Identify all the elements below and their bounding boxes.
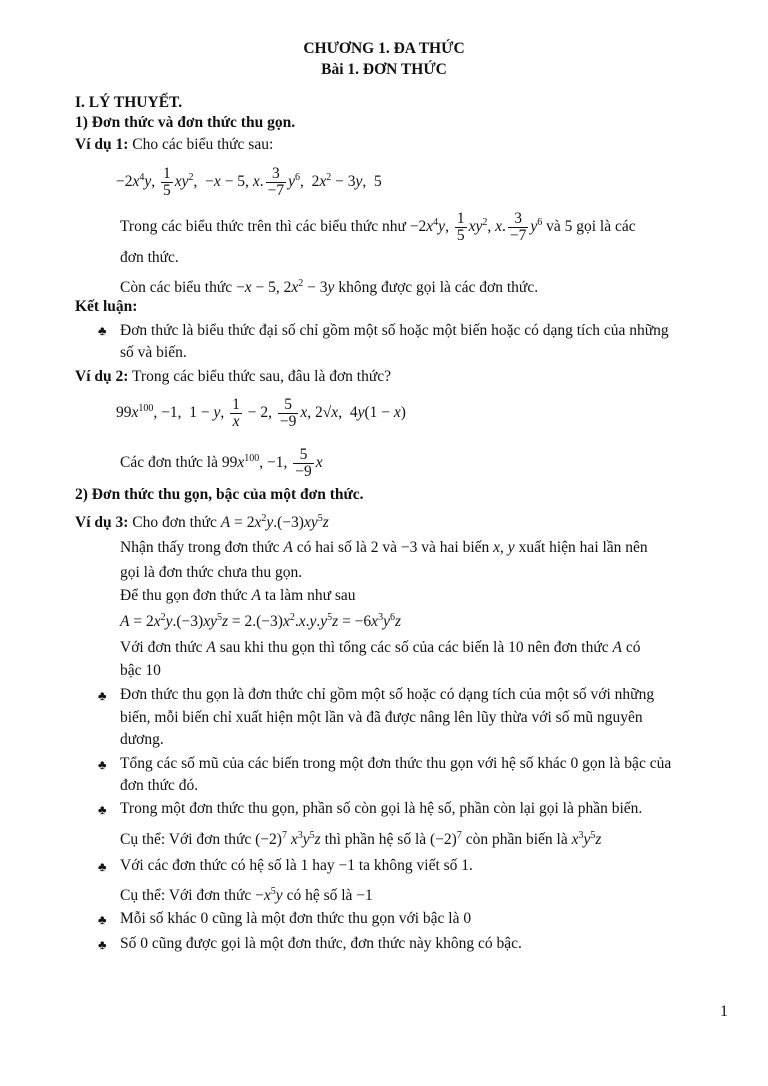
club-bullet-icon: ♣ [98, 859, 107, 874]
conclusion-label: Kết luận: [75, 298, 138, 315]
example-1-para-1: Trong các biểu thức trên thì các biểu thức như $-2x^4y$, $\frac{1}{5}$ $xy^2$, x. $\frac{3}{-7}$ $y^6$ và 5 gọi là các [120, 210, 636, 245]
club-bullet-icon: ♣ [98, 937, 107, 952]
bullet-2b: biến, mỗi biến chỉ xuất hiện một lần và đã được nâng lên lũy thừa với số mũ nguyên [120, 709, 643, 726]
bullet-7: Số 0 cũng được gọi là một đơn thức, đơn thức này không có bậc. [120, 935, 522, 952]
bullet-4a: Trong một đơn thức thu gọn, phần số còn gọi là hệ số, phần còn lại gọi là phần biến. [120, 800, 643, 817]
example-1-expressions: $-2x^4y$, $\frac{1}{5}$ $xy^2$, −x − 5, x. $\frac{3}{-7}$ $y^6$, $2x^2 - 3y$, 5 [116, 165, 382, 200]
bullet-3b: đơn thức đó. [120, 777, 199, 794]
ex3-para-2: gọi là đơn thức chưa thu gọn. [120, 564, 303, 581]
section-heading: I. LÝ THUYẾT. [75, 94, 183, 111]
club-bullet-icon: ♣ [98, 323, 107, 338]
bullet-2c: dương. [120, 731, 164, 748]
lesson-title: Bài 1. ĐƠN THỨC [321, 61, 447, 78]
bullet-3a: Tổng các số mũ của các biến trong một đơn thức thu gọn với hệ số khác 0 gọn là bậc của [120, 755, 672, 772]
example-3: Ví dụ 3: Cho đơn thức $A = 2x^2y.(-3)xy^5z$ [75, 513, 329, 532]
club-bullet-icon: ♣ [98, 802, 107, 817]
example-1: Ví dụ 1: Cho các biểu thức sau: [75, 136, 274, 153]
example-2: Ví dụ 2: Trong các biểu thức sau, đâu là đơn thức? [75, 368, 392, 385]
example-1-para-3: Còn các biểu thức −x − 5, $2x^2 - 3y$ không được gọi là các đơn thức. [120, 278, 539, 297]
subheading-1: 1) Đơn thức và đơn thức thu gọn. [75, 114, 296, 131]
example-2-expressions: $99x^{100}$, −1, 1 − y, $\frac{1}{x}$ − 2, $\frac{5}{-9}$ x, 2√x, 4y(1 − x) [116, 396, 406, 431]
bullet-5b: Cụ thể: Với đơn thức $-x^5y$ có hệ số là −1 [120, 886, 373, 905]
bullet-6: Mỗi số khác 0 cũng là một đơn thức thu gọn với bậc là 0 [120, 910, 472, 927]
ex3-para-3: Để thu gọn đơn thức A ta làm như sau [120, 587, 356, 604]
subheading-2: 2) Đơn thức thu gọn, bậc của một đơn thức. [75, 486, 364, 503]
club-bullet-icon: ♣ [98, 688, 107, 703]
bullet-5a: Với các đơn thức có hệ số là 1 hay −1 ta không viết số 1. [120, 857, 473, 874]
club-bullet-icon: ♣ [98, 757, 107, 772]
conclusion-bullet-1b: số và biến. [120, 344, 187, 361]
bullet-4b: Cụ thể: Với đơn thức $(-2)^7$ $x^3y^5z$ thì phần hệ số là $(-2)^7$ còn phần biến là $x^3y^5z$ [120, 830, 602, 849]
club-bullet-icon: ♣ [98, 912, 107, 927]
ex3-para-5: bậc 10 [120, 662, 161, 679]
page-number: 1 [720, 1003, 728, 1020]
ex3-para-4: Với đơn thức A sau khi thu gọn thì tổng các số của các biến là 10 nên đơn thức A có [120, 639, 641, 656]
example-2-answer: Các đơn thức là $99x^{100}$, −1, $\frac{5}{-9}$ x [120, 446, 323, 481]
ex3-equation: $A = 2x^2y.(-3)xy^5z = 2.(-3)x^2.x.y.y^5z = -6x^3y^6z$ [120, 612, 401, 631]
ex3-para-1: Nhận thấy trong đơn thức A có hai số là 2 và −3 và hai biến x, y xuất hiện hai lần nên [120, 539, 648, 556]
example-1-para-2: đơn thức. [120, 249, 179, 266]
conclusion-bullet-1: Đơn thức là biểu thức đại số chỉ gồm một số hoặc một biến hoặc có dạng tích của những [120, 322, 669, 339]
chapter-title: CHƯƠNG 1. ĐA THỨC [303, 40, 465, 57]
bullet-2a: Đơn thức thu gọn là đơn thức chỉ gồm một số hoặc có dạng tích của một số với những [120, 686, 655, 703]
